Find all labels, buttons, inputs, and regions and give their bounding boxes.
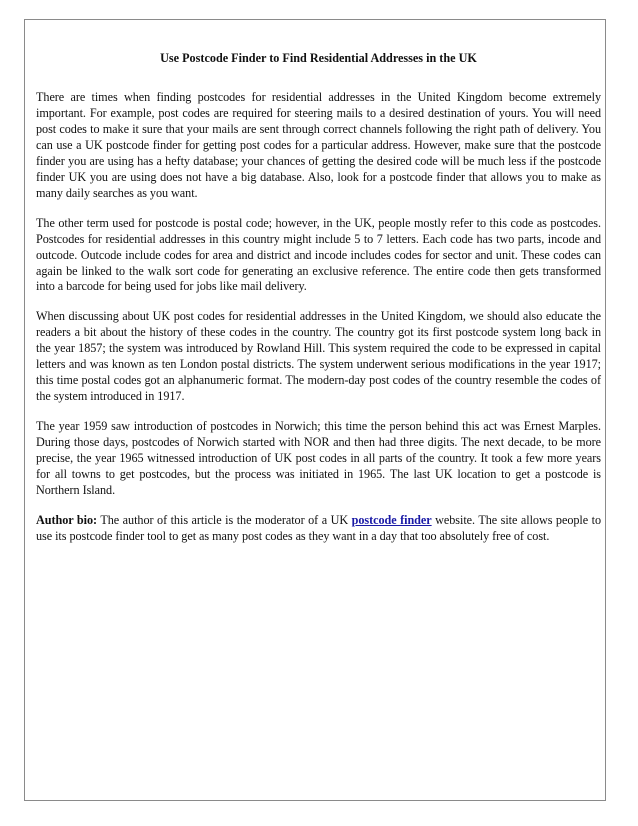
author-bio-label: Author bio: <box>36 512 98 527</box>
document-title: Use Postcode Finder to Find Residential Addresses in the UK <box>160 51 477 65</box>
paragraph-norwich: The year 1959 saw introduction of postcodes in Norwich; this time the person behind this act was Ernest Marples. During those days, postcodes of Norwich started with NOR and then had three digits. The next decade, to be more precise, the year 1965 witnessed introduction of UK post codes in all parts of the country. It took a few more years for all towns to get postcodes, but the process was initiated in 1965. The last UK location to get a postcode is Northern Island. <box>36 419 601 497</box>
paragraph-history: When discussing about UK post codes for residential addresses in the United Kingdom, we should also educate the readers a bit about the history of these codes in the country. The country got its first postcode system long back in the year 1857; the system was introduced by Rowland Hill. This system required the code to be expressed in capital letters and was known as ten London postal districts. The system underwent serious modifications in the year 1917; this time postal codes got an alphanumeric format. The modern-day post codes of the country resemble the codes of the system introduced in 1917. <box>36 309 601 404</box>
paragraph-intro: There are times when finding postcodes for residential addresses in the United Kingdom become extremely important. For example, post codes are required for steering mails to a desired destination of yours. You will need post codes to make it sure that your mails are sent through correct channels following the right path of delivery. You can use a UK postcode finder for getting post codes for a particular address. However, make sure that the postcode finder you are using has a hefty database; your chances of getting the desired code will be much less if the postcode finder UK you are using does not have a big database. Also, look for a postcode finder that allows you to make as many daily searches as you want. <box>36 90 601 200</box>
author-bio-text-after: website. The site allows people to use its postcode finder tool to get as many post codes as they want in a day that too absolutely free of cost. <box>36 512 602 543</box>
paragraph-postcode-structure: The other term used for postcode is postal code; however, in the UK, people mostly refer to this code as postcodes. Postcodes for residential addresses in this country might include 5 to 7 letters. Each code has two parts, incode and outcode. Outcode include codes for area and district and incode includes codes for sector and unit. These codes can again be linked to the walk sort code for generating an exclusive reference. The entire code then gets transformed into a barcode for being used for jobs like mail delivery. <box>36 215 601 294</box>
author-bio-text-before: The author of this article is the moderator of a UK <box>97 512 352 527</box>
author-bio <box>36 513 601 545</box>
postcode-finder-link[interactable]: postcode finder <box>351 512 432 527</box>
document-body <box>36 50 601 559</box>
